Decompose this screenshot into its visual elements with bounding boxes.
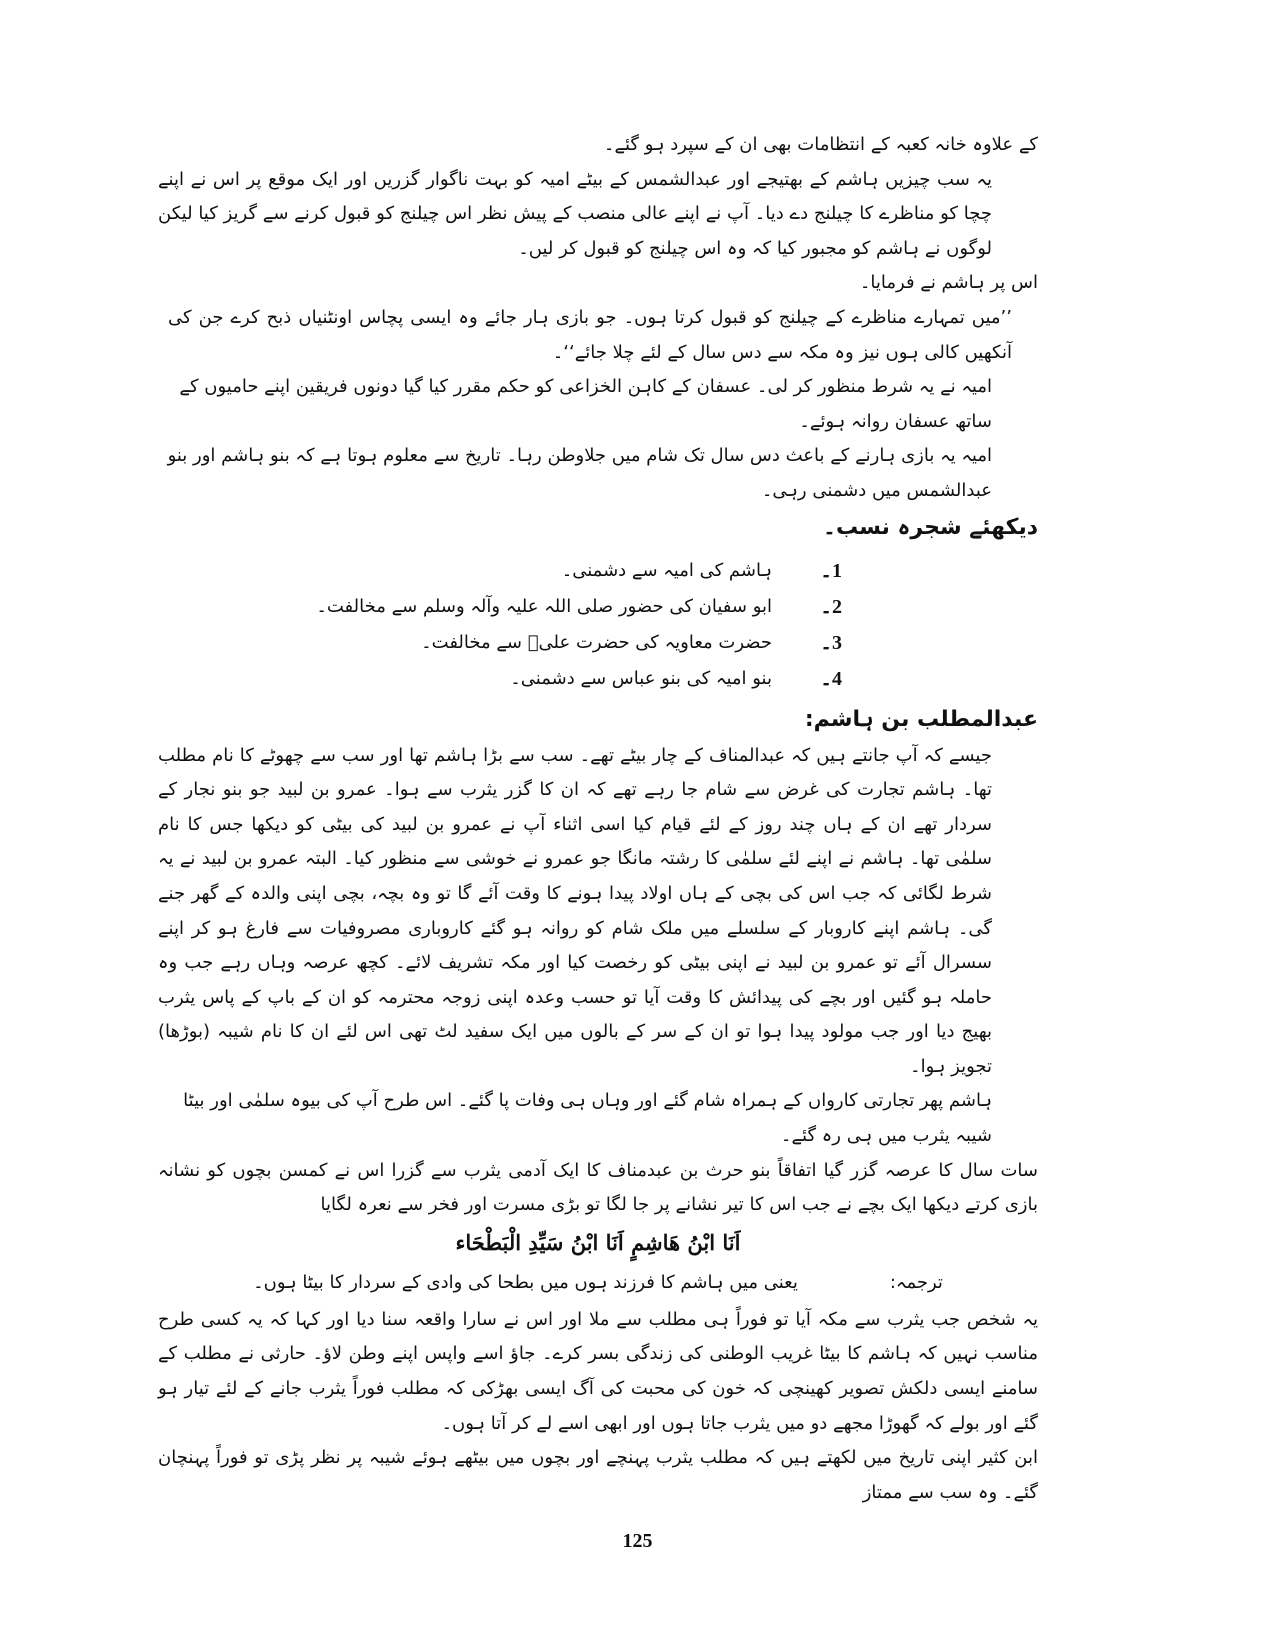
translation-label: ترجمہ: — [889, 1271, 943, 1293]
page-content — [158, 128, 1038, 1510]
translation-line — [158, 1263, 1038, 1303]
paragraph-1: کے علاوہ خانہ کعبہ کے انتظامات بھی ان کے سپرد ہو گئے۔ — [603, 134, 1038, 155]
section-heading: عبدالمطلب بن ہاشم: — [804, 706, 1038, 732]
list-text: حضرت معاویہ کی حضرت علیؓ سے مخالفت۔ — [421, 631, 772, 653]
body-paragraph-3: سات سال کا عرصہ گزر گیا اتفاقاً بنو حرث بن عبدمناف کا ایک آدمی یثرب سے گزرا اس نے کمسن بچوں کو نشانہ بازی کرتے دیکھا ایک بچے نے جب اس کا تیر نشانے پر جا لگا تو بڑی مسرت اور فخر سے نعرہ لگایا — [158, 1159, 1038, 1216]
list-item — [158, 625, 1038, 661]
paragraph-5: امیہ یہ بازی ہارنے کے باعث دس سال تک شام میں جلاوطن رہا۔ تاریخ سے معلوم ہوتا ہے کہ بنو ہاشم اور بنو عبدالشمس میں دشمنی رہی۔ — [167, 445, 992, 501]
translation-text: یعنی میں ہاشم کا فرزند ہوں میں بطحا کی وادی کے سردار کا بیٹا ہوں۔ — [253, 1271, 798, 1293]
list-text: ابو سفیان کی حضور صلی اللہ علیہ وآلہ وسلم سے مخالفت۔ — [316, 595, 772, 617]
paragraph-3: اس پر ہاشم نے فرمایا۔ — [859, 272, 1038, 294]
closing-paragraph-1: یہ شخص جب یثرب سے مکہ آیا تو فوراً ہی مطلب سے ملا اور اس نے سارا واقعہ سنا دیا اور کہا کہ یہ کسی طرح مناسب نہیں کہ ہاشم کا بیٹا غریب الوطنی کی زندگی بسر کرے۔ جاؤ اسے واپس اپنے وطن لاؤ۔ حارثی نے مطلب کے سامنے ایسی دلکش تصویر کھینچی کہ خون کی محبت کی آگ ایسی بھڑکی کہ مطلب فوراً یثرب جانے کے لئے تیار ہو گئے اور بولے کہ گھوڑا مجھے دو میں یثرب جاتا ہوں اور ابھی اسے لے کر آتا ہوں۔ — [158, 1308, 1038, 1434]
closing-paragraph-2: ابن کثیر اپنی تاریخ میں لکھتے ہیں کہ مطلب یثرب پہنچے اور بچوں میں بیٹھے ہوئے شیبہ پر نظر پڑی تو فوراً پہنچان گئے۔ وہ سب سے ممتاز — [158, 1447, 1038, 1503]
body-paragraph-1: جیسے کہ آپ جانتے ہیں کہ عبدالمناف کے چار بیٹے تھے۔ سب سے بڑا ہاشم تھا اور سب سے چھوٹے کا نام مطلب تھا۔ ہاشم تجارت کی غرض سے شام جا رہے تھے کہ ان کا گزر یثرب سے ہوا۔ عمرو بن لبید جو بنو نجار کے سردار تھے ان کے ہاں چند روز کے لئے قیام کیا اسی اثناء آپ نے عمرو بن لبید کی بیٹی کو دیکھا جس کا نام سلمٰی تھا۔ ہاشم نے اپنے لئے سلمٰی کا رشتہ مانگا جو عمرو نے خوشی سے منظور کیا۔ البتہ عمرو بن لبید نے یہ شرط لگائی کہ جب اس کی بچی کے ہاں اولاد پیدا ہونے کا وقت آئے گا تو وہ بچہ، بچی اپنی والدہ کے گھر جنے گی۔ ہاشم اپنے کاروبار کے سلسلے میں ملک شام کو روانہ ہو گئے کاروباری مصروفیات سے فارغ ہو کر اپنے سسرال آئے تو عمرو بن لبید نے اپنی بیٹی کو رخصت کیا اور مکہ تشریف لائے۔ کچھ عرصہ وہاں رہے جب وہ حاملہ ہو گئیں اور بچے کی پیدائش کا وقت آیا تو حسب وعدہ اپنی زوجہ محترمہ کو ان کے باپ کے پاس یثرب بھیج دیا اور جب مولود پیدا ہوا تو ان کے سر کے بالوں میں ایک سفید لٹ تھی اس لئے ان کا نام شیبہ (بوڑھا) تجویز ہوا۔ — [158, 744, 992, 1077]
quote-block: ’’میں تمہارے مناظرے کے چیلنج کو قبول کرتا ہوں۔ جو بازی ہار جائے وہ ایسی پچاس اونٹنیاں ذبح کرے جن کی آنکھیں کالی ہوں نیز وہ مکہ سے دس سال کے لئے چلا جائے‘‘۔ — [168, 306, 1012, 363]
paragraph-4: امیہ نے یہ شرط منظور کر لی۔ عسفان کے کاہن الخزاعی کو حکم مقرر کیا گیا دونوں فریقین اپنے حامیوں کے ساتھ عسفان روانہ ہوئے۔ — [179, 376, 992, 432]
list-text: ہاشم کی امیہ سے دشمنی۔ — [561, 559, 772, 581]
page-number: 125 — [622, 1530, 653, 1552]
see-also-heading: دیکھئے شجرہ نسب۔ — [823, 514, 1038, 540]
list-item — [158, 661, 1038, 697]
list-number: 3۔ — [820, 631, 842, 654]
numbered-list — [158, 553, 1038, 697]
list-number: 4۔ — [820, 667, 842, 690]
list-item — [158, 553, 1038, 589]
list-number: 1۔ — [820, 559, 842, 582]
body-paragraph-2: ہاشم پھر تجارتی کارواں کے ہمراہ شام گئے اور وہاں ہی وفات پا گئے۔ اس طرح آپ کی بیوہ سلمٰی اور بیٹا شیبہ یثرب میں ہی رہ گئے۔ — [183, 1090, 992, 1147]
list-number: 2۔ — [820, 595, 842, 618]
arabic-verse: اَنَا ابْنُ ھَاشِمٍ اَنَا ابْنُ سَیِّدِ الْبَطْحَاء — [455, 1229, 741, 1255]
paragraph-2: یہ سب چیزیں ہاشم کے بھتیجے اور عبدالشمس کے بیٹے امیہ کو بہت ناگوار گزریں اور ایک موقع پر اس نے اپنے چچا کو مناظرے کا چیلنج دے دیا۔ آپ نے اپنے عالی منصب کے پیش نظر اس چیلنج کو قبول کرنے سے گریز کیا لیکن لوگوں نے ہاشم کو مجبور کیا کہ وہ اس چیلنج کو قبول کر لیں۔ — [158, 168, 992, 259]
list-item — [158, 589, 1038, 625]
list-text: بنو امیہ کی بنو عباس سے دشمنی۔ — [510, 667, 772, 689]
